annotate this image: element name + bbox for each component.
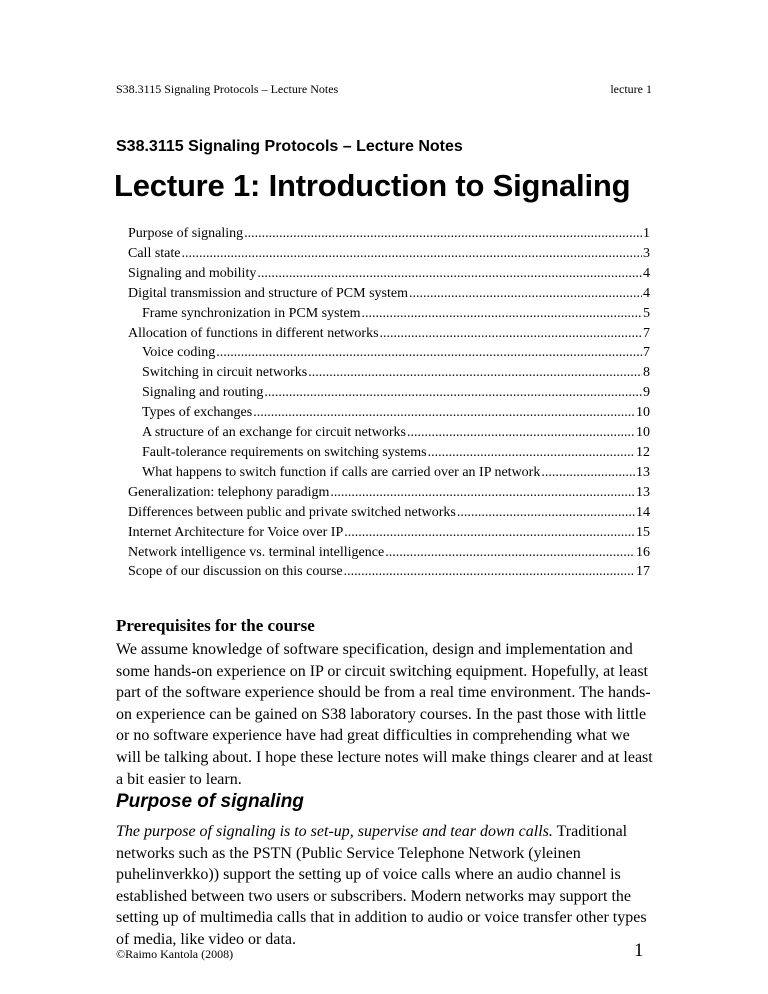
toc-entry-title: Scope of our discussion on this course: [128, 564, 343, 580]
toc-entry-page: 7: [643, 345, 650, 361]
toc-entry-title: Fault-tolerance requirements on switching systems: [142, 444, 427, 460]
page-number: 1: [634, 940, 644, 961]
toc-entry-title: What happens to switch function if calls are carried over an IP network: [142, 464, 541, 480]
running-header-lecture: lecture 1: [610, 82, 652, 96]
purpose-heading: Purpose of signaling: [116, 791, 304, 812]
toc-dot-leader: [409, 284, 642, 304]
toc-entry-title: Signaling and mobility: [128, 265, 257, 281]
toc-dot-leader: [330, 483, 635, 503]
toc-entry-title: Digital transmission and structure of PCM system: [128, 285, 408, 301]
toc-entry[interactable]: [128, 443, 650, 463]
toc-entry-page: 14: [636, 504, 650, 520]
prerequisites-heading: Prerequisites for the course: [116, 616, 315, 635]
toc-entry[interactable]: [128, 304, 650, 324]
toc-entry-page: 5: [643, 305, 650, 321]
toc-entry-page: 13: [636, 464, 650, 480]
toc-dot-leader: [385, 543, 635, 563]
toc-entry[interactable]: [128, 244, 650, 264]
course-title: S38.3115 Signaling Protocols – Lecture Notes: [116, 138, 463, 155]
toc-entry-page: 16: [636, 544, 650, 560]
toc-entry[interactable]: [128, 403, 650, 423]
toc-entry[interactable]: [128, 343, 650, 363]
toc-entry[interactable]: [128, 463, 650, 483]
toc-entry[interactable]: [128, 224, 650, 244]
toc-entry-page: 4: [643, 285, 650, 301]
toc-entry-title: Differences between public and private switched networks: [128, 504, 456, 520]
toc-entry-title: Signaling and routing: [142, 385, 264, 401]
toc-entry-page: 10: [636, 425, 650, 441]
toc-entry[interactable]: [128, 284, 650, 304]
toc-entry-page: 7: [643, 325, 650, 341]
toc-entry-title: Call state: [128, 245, 181, 261]
toc-entry-title: Voice coding: [142, 345, 216, 361]
toc-entry-page: 13: [636, 484, 650, 500]
toc-entry-page: 17: [636, 564, 650, 580]
toc-entry[interactable]: [128, 423, 650, 443]
toc-entry-page: 15: [636, 524, 650, 540]
toc-dot-leader: [244, 224, 642, 244]
toc-entry-title: Network intelligence vs. terminal intelligence: [128, 544, 385, 560]
toc-dot-leader: [216, 343, 642, 363]
toc-dot-leader: [344, 523, 635, 543]
toc-dot-leader: [308, 363, 642, 383]
toc-dot-leader: [428, 443, 635, 463]
footer-copyright: ©Raimo Kantola (2008): [116, 947, 234, 961]
toc-entry[interactable]: [128, 523, 650, 543]
running-header-title: S38.3115 Signaling Protocols – Lecture Notes: [116, 82, 339, 96]
purpose-paragraph: [116, 821, 656, 951]
toc-entry-title: A structure of an exchange for circuit networks: [142, 425, 406, 441]
toc-entry-title: Types of exchanges: [142, 405, 253, 421]
purpose-body-text: Traditional networks such as the PSTN (Public Service Telephone Network (yleinen puhelinverkko)) support the setting up of voice calls where an audio channel is established between two users or subscribers. Modern networks may support the setting up of multimedia calls that in addition to audio or voice transfer other types of media, like video or data.: [116, 823, 647, 948]
toc-dot-leader: [182, 244, 643, 264]
toc-entry[interactable]: [128, 363, 650, 383]
toc-entry-page: 8: [643, 365, 650, 381]
toc-entry[interactable]: [128, 562, 650, 582]
toc-entry[interactable]: [128, 543, 650, 563]
toc-entry-page: 12: [636, 444, 650, 460]
toc-entry[interactable]: [128, 324, 650, 344]
toc-entry-title: Frame synchronization in PCM system: [142, 305, 361, 321]
toc-dot-leader: [344, 562, 635, 582]
toc-dot-leader: [407, 423, 635, 443]
toc-entry-page: 3: [643, 245, 650, 261]
toc-entry[interactable]: [128, 483, 650, 503]
toc-entry-page: 10: [636, 405, 650, 421]
toc-dot-leader: [362, 304, 642, 324]
toc-entry-title: Internet Architecture for Voice over IP: [128, 524, 344, 540]
toc-dot-leader: [541, 463, 635, 483]
toc-dot-leader: [253, 403, 635, 423]
toc-entry[interactable]: [128, 264, 650, 284]
toc-entry-title: Purpose of signaling: [128, 226, 244, 241]
toc-entry-page: 4: [643, 265, 650, 281]
prerequisites-paragraph: We assume knowledge of software specification, design and implementation and some hands-on experience on IP or circuit switching equipment. Hopefully, at least part of the software experience should be from a real time environment. The hands-on experience can be gained on S38 laboratory courses. In the past those with little or no software experience have had great difficulties in comprehending what we will be talking about. I hope these lecture notes will make things clearer and at least a bit easier to learn.: [116, 641, 653, 788]
toc-entry[interactable]: [128, 503, 650, 523]
toc-entry[interactable]: [128, 383, 650, 403]
toc-entry-page: 1: [643, 226, 650, 241]
toc-dot-leader: [457, 503, 635, 523]
toc-dot-leader: [380, 324, 642, 344]
purpose-lead-sentence: The purpose of signaling is to set-up, supervise and tear down calls.: [116, 823, 553, 840]
toc-entry-title: Allocation of functions in different networks: [128, 325, 379, 341]
toc-entry-title: Generalization: telephony paradigm: [128, 484, 330, 500]
toc-dot-leader: [257, 264, 642, 284]
table-of-contents: [128, 224, 650, 582]
toc-dot-leader: [264, 383, 642, 403]
lecture-title: Lecture 1: Introduction to Signaling: [114, 168, 631, 203]
toc-entry-page: 9: [643, 385, 650, 401]
toc-entry-title: Switching in circuit networks: [142, 365, 308, 381]
